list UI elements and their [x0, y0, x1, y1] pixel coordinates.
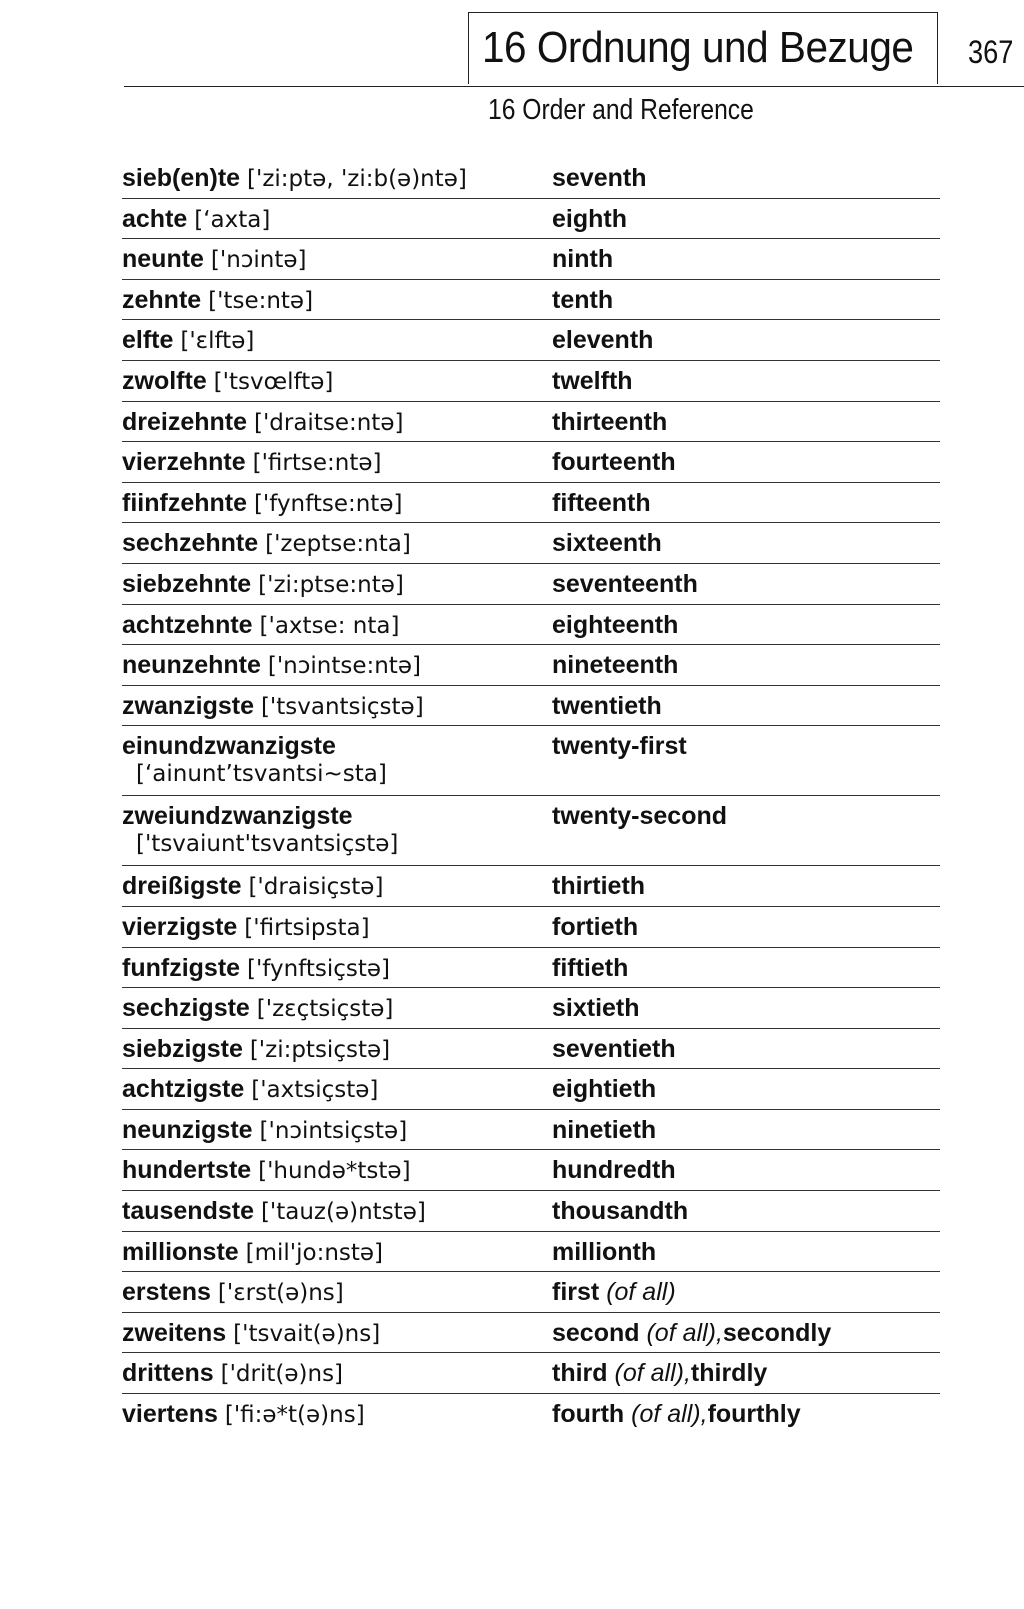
translation-text: fourth: [552, 1400, 625, 1429]
german-word: achtzehnte: [122, 610, 253, 639]
german-entry: [122, 611, 542, 640]
english-translation: [552, 1075, 656, 1103]
translation-note: (of all),: [631, 1400, 708, 1429]
german-entry: [122, 326, 542, 355]
english-translation: [552, 1278, 676, 1306]
german-word: sieb(en)te: [122, 164, 241, 192]
english-translation: [552, 994, 640, 1022]
vocabulary-row: [122, 1191, 940, 1232]
english-translation: [552, 570, 698, 598]
translation-text: ninth: [552, 245, 614, 274]
german-entry: [122, 367, 542, 396]
german-word: fiinfzehnte: [122, 488, 247, 517]
pronunciation: ['draitse:ntə]: [253, 409, 404, 436]
pronunciation: ['hundə*tstə]: [258, 1158, 411, 1185]
english-translation: [552, 1319, 831, 1347]
german-entry: [122, 286, 542, 315]
english-translation: [552, 913, 638, 941]
pronunciation: ['tsvaiunt'tsvantsiçstə]: [136, 831, 399, 858]
pronunciation: ['nɔintsiçstə]: [259, 1117, 408, 1144]
vocabulary-row: [122, 199, 940, 240]
translation-text: twentieth: [552, 691, 662, 720]
vocabulary-row: [122, 1110, 940, 1151]
translation-text: hundredth: [552, 1156, 676, 1185]
vocabulary-row: [122, 1353, 940, 1394]
german-entry: [122, 1238, 542, 1267]
german-word: vierzehnte: [122, 448, 246, 477]
german-entry: [122, 1359, 542, 1388]
translation-note: (of all),: [646, 1318, 723, 1347]
german-word: dreißigste: [122, 872, 242, 901]
translation-text: fortieth: [552, 912, 639, 941]
english-translation: [552, 651, 678, 679]
german-entry: [122, 1278, 542, 1307]
pronunciation: ['tsvait(ə)ns]: [233, 1320, 381, 1347]
vocabulary-row: [122, 948, 940, 989]
pronunciation: ['ɛlftə]: [180, 328, 255, 355]
german-word: zwolfte: [122, 366, 207, 395]
german-word: achtzigste: [122, 1075, 245, 1104]
vocabulary-row: [122, 907, 940, 948]
english-translation: [552, 802, 727, 830]
english-translation: [552, 164, 646, 192]
german-entry: [122, 245, 542, 274]
german-entry: [122, 448, 542, 477]
translation-text: thousandth: [552, 1197, 689, 1226]
chapter-subtitle: 16 Order and Reference: [488, 94, 754, 126]
translation-text: twenty-second: [552, 802, 728, 831]
translation-text: fifteenth: [552, 488, 651, 517]
english-translation: [552, 367, 633, 395]
vocabulary-row: [122, 1150, 940, 1191]
translation-text: eighteenth: [552, 610, 679, 639]
english-translation: [552, 1035, 676, 1063]
german-entry: [122, 802, 542, 830]
pronunciation: ['nɔintə]: [210, 247, 307, 274]
german-entry: [122, 1035, 542, 1064]
german-word: elfte: [122, 326, 174, 355]
german-word: viertens: [122, 1400, 218, 1429]
pronunciation: ['tauz(ə)ntstə]: [260, 1199, 426, 1226]
pronunciation: ['firtse:ntə]: [252, 450, 382, 477]
german-word: zweitens: [122, 1318, 227, 1347]
translation-text: ninetieth: [552, 1115, 657, 1144]
english-translation: [552, 529, 662, 557]
vocabulary-list: [122, 158, 940, 1435]
german-entry: [122, 1156, 542, 1185]
pronunciation: ['drit(ə)ns]: [220, 1361, 344, 1388]
german-entry: [122, 205, 542, 234]
vocabulary-row: [122, 988, 940, 1029]
pronunciation: ['nɔintse:ntə]: [267, 653, 421, 680]
translation-text: twelfth: [552, 366, 633, 395]
pronunciation: ['zi:ptə, 'zi:b(ə)ntə]: [247, 166, 467, 192]
german-word: drittens: [122, 1359, 214, 1388]
german-word: tausendste: [122, 1197, 254, 1226]
translation-text: millionth: [552, 1237, 657, 1266]
german-entry: [122, 872, 542, 901]
chapter-title: 16 Ordnung und Bezuge: [482, 23, 914, 72]
english-translation: [552, 1359, 767, 1387]
translation-text: sixtieth: [552, 994, 640, 1023]
english-translation: [552, 489, 651, 517]
german-entry: [122, 1116, 542, 1145]
german-entry: [122, 489, 542, 518]
translation-text: twenty-first: [552, 732, 687, 761]
vocabulary-row: [122, 564, 940, 605]
pronunciation: ['fi:ə*t(ə)ns]: [224, 1402, 365, 1429]
translation-text: eleventh: [552, 326, 654, 355]
vocabulary-row: [122, 1232, 940, 1273]
german-word: neunzehnte: [122, 651, 261, 680]
vocabulary-row: [122, 645, 940, 686]
english-translation: [552, 872, 645, 900]
header-rule: [124, 86, 1024, 87]
translation-text: fiftieth: [552, 953, 629, 982]
pronunciation: ['axtse: nta]: [259, 612, 400, 639]
pronunciation: ['firtsipsta]: [244, 914, 370, 941]
vocabulary-row: [122, 158, 940, 199]
english-translation: [552, 1116, 656, 1144]
german-entry: [122, 913, 542, 942]
pronunciation: ['zi:ptse:ntə]: [258, 571, 404, 598]
english-translation: [552, 205, 627, 233]
page-number: 367: [968, 34, 1014, 70]
english-translation: [552, 326, 653, 354]
german-entry: [122, 732, 542, 760]
german-word: erstens: [122, 1278, 211, 1307]
pronunciation: ['draisiçstə]: [248, 874, 384, 901]
vocabulary-row: [122, 1069, 940, 1110]
german-entry: [122, 1197, 542, 1226]
german-entry: [122, 408, 542, 437]
translation-text: first: [552, 1278, 600, 1307]
english-translation: [552, 692, 662, 720]
german-word: hundertste: [122, 1156, 252, 1185]
translation-text: seventh: [552, 164, 647, 192]
pronunciation: ['tsvantsiçstə]: [260, 693, 424, 720]
vocabulary-row: [122, 280, 940, 321]
english-translation: [552, 1400, 801, 1428]
vocabulary-row: [122, 1313, 940, 1354]
vocabulary-row: [122, 726, 940, 796]
pronunciation: ['zeptse:nta]: [265, 531, 411, 558]
translation-text: second: [552, 1318, 640, 1347]
german-entry: [122, 1075, 542, 1104]
vocabulary-row: [122, 1029, 940, 1070]
english-translation: [552, 611, 678, 639]
translation-text: eighth: [552, 204, 627, 233]
german-entry: [122, 570, 542, 599]
pronunciation: ['fynftse:ntə]: [253, 490, 403, 517]
translation-text: sixteenth: [552, 529, 662, 558]
vocabulary-row: [122, 1272, 940, 1313]
german-entry: [122, 164, 542, 193]
vocabulary-row: [122, 866, 940, 907]
pronunciation: ['fynftsiçstə]: [247, 955, 391, 982]
pronunciation: ['zɛçtsiçstə]: [256, 996, 394, 1023]
english-translation: [552, 1197, 688, 1225]
translation-adverb: secondly: [722, 1318, 832, 1347]
translation-text: seventieth: [552, 1034, 676, 1063]
vocabulary-row: [122, 483, 940, 524]
translation-text: fourteenth: [552, 448, 676, 477]
pronunciation: ['tse:ntə]: [208, 287, 314, 314]
german-word: achte: [122, 204, 188, 233]
german-entry: [122, 692, 542, 721]
german-word: einundzwanzigste: [122, 732, 336, 761]
translation-text: nineteenth: [552, 651, 679, 680]
english-translation: [552, 732, 687, 760]
vocabulary-row: [122, 1394, 940, 1435]
vocabulary-row: [122, 402, 940, 443]
german-word: funfzigste: [122, 953, 241, 982]
german-word: vierzigste: [122, 912, 238, 941]
german-word: sechzigste: [122, 994, 250, 1023]
german-word: sechzehnte: [122, 529, 259, 558]
english-translation: [552, 286, 613, 314]
vocabulary-row: [122, 796, 940, 866]
translation-text: third: [552, 1359, 608, 1388]
german-entry: [122, 1319, 542, 1348]
german-word: zwanzigste: [122, 691, 254, 720]
english-translation: [552, 1156, 676, 1184]
vocabulary-row: [122, 523, 940, 564]
translation-note: (of all): [606, 1278, 676, 1307]
pronunciation: ['zi:ptsiçstə]: [249, 1036, 391, 1063]
translation-text: seventeenth: [552, 569, 698, 598]
german-entry: [122, 1400, 542, 1429]
translation-text: tenth: [552, 285, 614, 314]
english-translation: [552, 954, 628, 982]
german-entry: [122, 529, 542, 558]
german-word: dreizehnte: [122, 407, 248, 436]
translation-adverb: thirdly: [690, 1359, 768, 1388]
pronunciation: [‘ainunt’tsvantsi~sta]: [136, 761, 387, 788]
german-entry: [122, 651, 542, 680]
vocabulary-row: [122, 320, 940, 361]
german-word: zehnte: [122, 285, 202, 314]
german-entry: [122, 994, 542, 1023]
german-word: siebzigste: [122, 1034, 243, 1063]
english-translation: [552, 408, 667, 436]
vocabulary-row: [122, 605, 940, 646]
german-word: zweiundzwanzigste: [122, 802, 353, 831]
translation-text: eightieth: [552, 1075, 657, 1104]
translation-note: (of all),: [614, 1359, 691, 1388]
german-entry: [122, 954, 542, 983]
pronunciation: [‘axta]: [194, 206, 271, 233]
german-word: millionste: [122, 1237, 239, 1266]
english-translation: [552, 448, 676, 476]
pronunciation: ['ɛrst(ə)ns]: [217, 1280, 344, 1307]
english-translation: [552, 245, 613, 273]
german-word: siebzehnte: [122, 569, 252, 598]
translation-text: thirteenth: [552, 407, 668, 436]
german-word: neunzigste: [122, 1115, 253, 1144]
pronunciation: ['tsvœlftə]: [213, 368, 334, 395]
english-translation: [552, 1238, 656, 1266]
vocabulary-row: [122, 239, 940, 280]
german-word: neunte: [122, 245, 204, 274]
vocabulary-row: [122, 361, 940, 402]
vocabulary-row: [122, 686, 940, 727]
pronunciation: [mil'jo:nstə]: [245, 1239, 384, 1266]
vocabulary-row: [122, 442, 940, 483]
translation-text: thirtieth: [552, 872, 646, 901]
translation-adverb: fourthly: [707, 1400, 801, 1429]
pronunciation: ['axtsiçstə]: [251, 1077, 379, 1104]
